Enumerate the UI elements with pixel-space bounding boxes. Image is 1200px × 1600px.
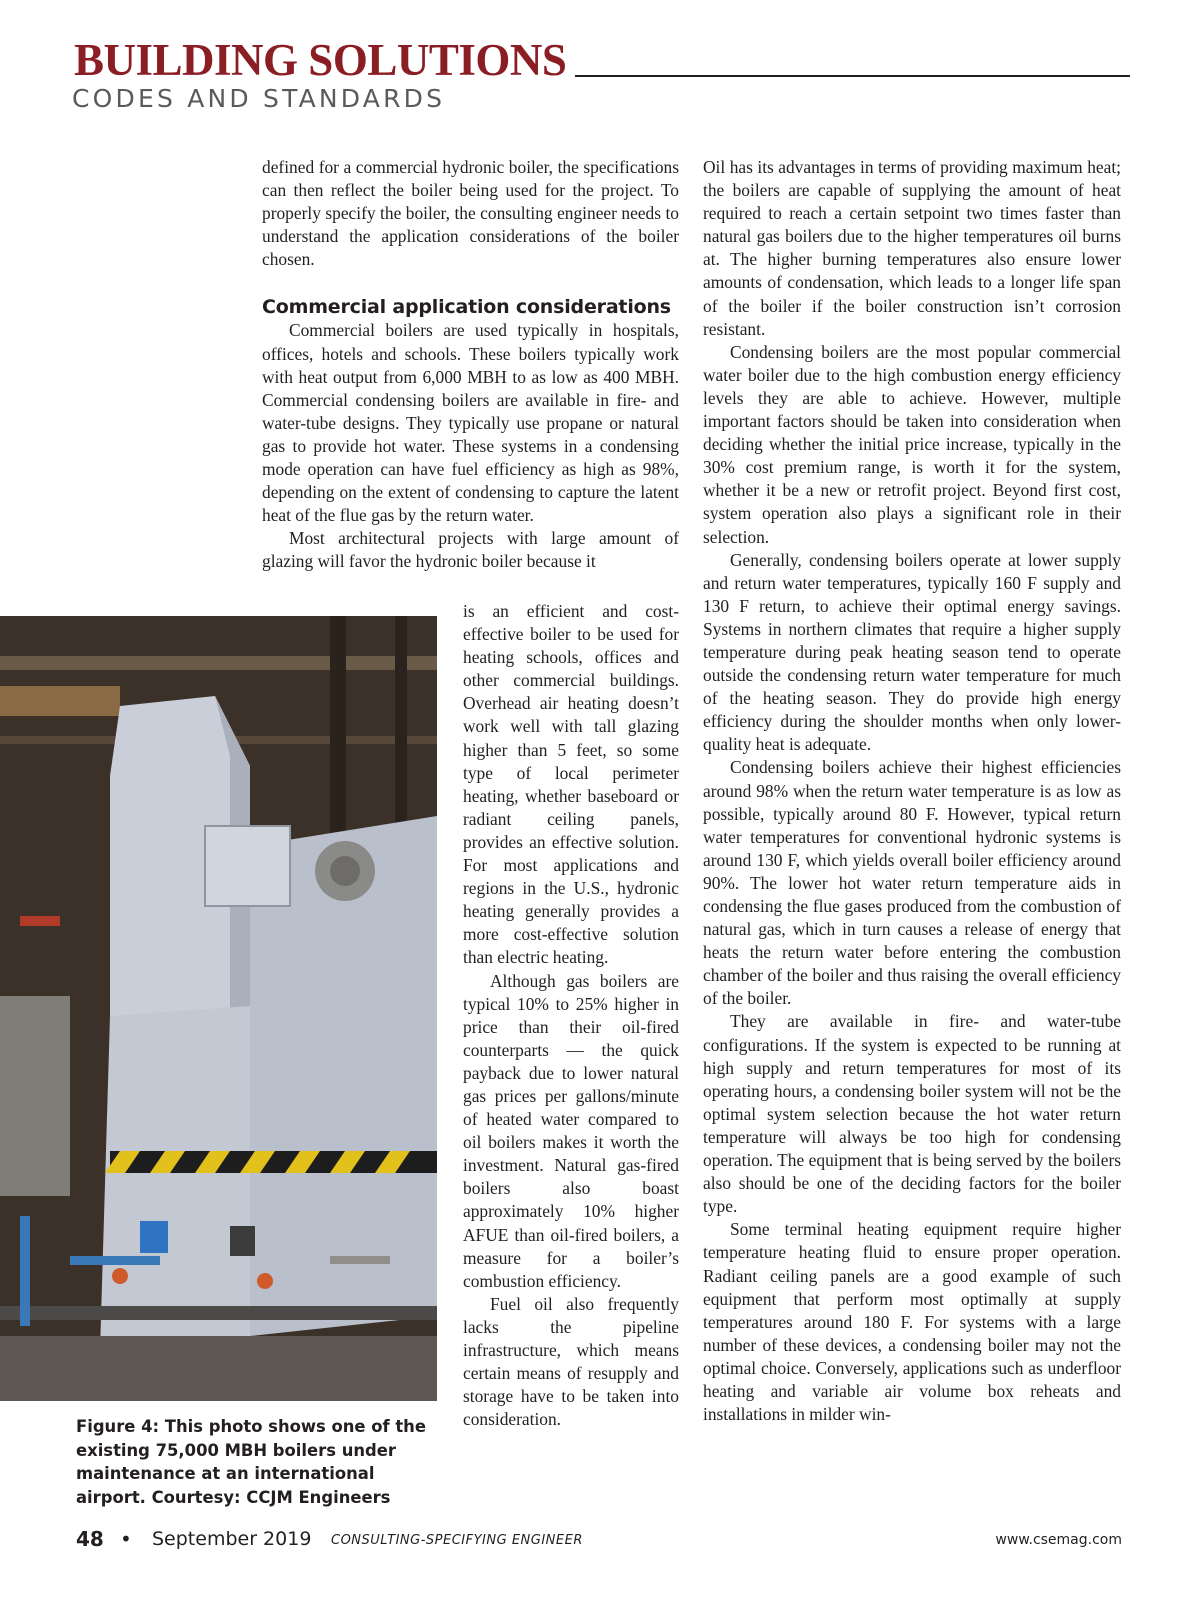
middle-column-wrap bbox=[463, 600, 679, 1431]
body-paragraph: Condensing boilers achieve their highest efficiencies around 98% when the return water temperature is as low as possible, typically around 80 F. However, typical return water temperatures for conventional hydronic systems is around 130 F, which yields overall boiler efficiency around 90%. The lower hot water return temperature aids in condensing the flue gases produced from the combustion of natural gas, which in turn causes a release of energy that heats the return water before entering the combustion chamber of the boiler and thus raising the overall efficiency of the boiler. bbox=[703, 757, 1121, 1009]
body-paragraph: Although gas boilers are typical 10% to 25% higher in price than their oil-fired counterparts — the quick payback due to lower natural gas prices per gallons/minute of heated water compared to oil boilers makes it worth the investment. Natural gas-fired boilers also boast approximately 10% higher AFUE than oil-fired boilers, a measure for a boiler’s combustion efficiency. bbox=[463, 970, 679, 1291]
magazine-url[interactable]: www.csemag.com bbox=[995, 1532, 1122, 1548]
boiler-photo bbox=[0, 616, 437, 1401]
footer-separator: • bbox=[120, 1527, 132, 1551]
page-number: 48 bbox=[76, 1527, 104, 1551]
body-paragraph: Oil has its advantages in terms of providing maximum heat; the boilers are capable of supplying the amount of heat required to reach a certain setpoint two times faster than natural gas boilers due to the higher temperatures oil burns at. The higher burning temperatures also ensure lower amounts of condensation, which leads to a longer life span of the boiler if the boiler construction isn’t corrosion resistant. bbox=[703, 157, 1121, 339]
section-subtitle: CODES AND STANDARDS bbox=[72, 84, 446, 113]
body-paragraph: They are available in fire- and water-tube configurations. If the system is expected to be running at high supply and return temperatures for most of its operating hours, a condensing boiler system will not be the optimal system selection because the hot water return temperature will always be too high for condensing operation. The equipment that is being served by the boilers also should be one of the deciding factors for the boiler type. bbox=[703, 1011, 1121, 1217]
body-paragraph: is an efficient and cost-effective boiler to be used for heating schools, offices and other commercial buildings. Overhead air heating doesn’t work well with tall glazing higher than 5 feet, so some type of local perimeter heating, whether baseboard or radiant ceiling panels, provides an effective solution. For most applications and regions in the U.S., hydronic heating generally provides a more cost-effective solution than electric heating. bbox=[463, 601, 679, 968]
intro-paragraph: defined for a commercial hydronic boiler, the specifications can then reflect the boiler being used for the project. To properly specify the boiler, the consulting engineer needs to understand the application considerations of the boiler chosen. bbox=[262, 157, 679, 270]
body-paragraph: Some terminal heating equipment require higher temperature heating fluid to ensure proper operation. Radiant ceiling panels are a good example of such equipment that perform most optimally at supply temperatures around 180 F. For systems with a large number of these devices, a condensing boiler may not the optimal choice. Conversely, applications such as underfloor heating and variable air volume box reheats and installations in milder win- bbox=[703, 1219, 1121, 1425]
body-paragraph: Generally, condensing boilers operate at lower supply and return water temperatures, typically 160 F supply and 130 F return, to achieve their optimal energy savings. Systems in northern climates that require a higher supply temperature during peak heating season tend to operate outside the condensing return water temperature for much of the heating season. They do provide high energy efficiency during the shoulder months when only lower-quality heat is adequate. bbox=[703, 549, 1121, 755]
body-paragraph: Most architectural projects with large amount of glazing will favor the hydronic boiler because it bbox=[262, 528, 679, 572]
middle-column bbox=[262, 156, 679, 574]
body-paragraph: Commercial boilers are used typically in hospitals, offices, hotels and schools. These boilers typically work with heat output from 6,000 MBH to as low as 400 MBH. Commercial condensing boilers are available in fire- and water-tube designs. They typically use propane or natural gas to provide hot water. These systems in a condensing mode operation can have fuel efficiency as high as 98%, depending on the extent of condensing to capture the latent heat of the flue gas by the return water. bbox=[262, 320, 679, 526]
issue-date: September 2019 bbox=[152, 1528, 312, 1550]
body-paragraph: Fuel oil also frequently lacks the pipeline infrastructure, which means certain means of resupply and storage have to be taken into consideration. bbox=[463, 1293, 679, 1430]
boiler-illustration bbox=[0, 616, 437, 1401]
section-title: BUILDING SOLUTIONS bbox=[74, 35, 567, 85]
body-paragraph: Condensing boilers are the most popular commercial water boiler due to the high combustion energy efficiency levels they are able to achieve. However, multiple important factors should be taken into consideration when deciding whether the initial price increase, typically in the 30% cost premium range, is worth it for the system, whether it be a new or retrofit project. Beyond first cost, system operation also plays a significant role in their selection. bbox=[703, 341, 1121, 547]
figure-caption: Figure 4: This photo shows one of the existing 75,000 MBH boilers under maintenance at an international airport. Courtesy: CCJM Engineers bbox=[76, 1417, 426, 1507]
section-heading: Commercial application considerations bbox=[262, 296, 671, 319]
header-rule bbox=[575, 75, 1130, 77]
right-column bbox=[703, 156, 1121, 1426]
magazine-name: CONSULTING-SPECIFYING ENGINEER bbox=[331, 1533, 583, 1548]
